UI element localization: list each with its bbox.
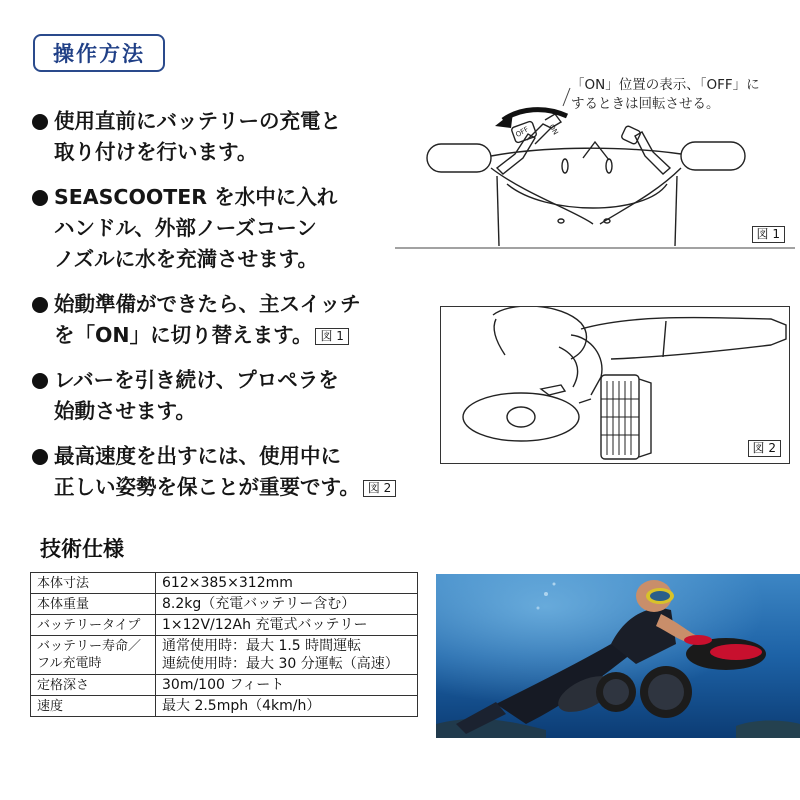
figure-2 (440, 306, 790, 464)
step-text: レバーを引き続け、プロペラを (54, 368, 339, 392)
spec-key-text: 速度 (37, 698, 64, 714)
spec-key (31, 696, 156, 717)
step-text: SEASCOOTER を水中に入れ (54, 185, 338, 209)
spec-key-text: 本体重量 (37, 596, 90, 612)
step-item (32, 182, 412, 275)
step-text: 取り付けを行います。 (54, 140, 258, 164)
step-text: 最高速度を出すには、使用中に (54, 444, 341, 468)
step-text: 始動させます。 (54, 399, 196, 423)
step-text: 正しい姿勢を保ことが重要です。 (54, 475, 360, 499)
table-row (31, 636, 418, 675)
figure-1 (395, 76, 795, 256)
operation-steps (32, 106, 412, 517)
table-row (31, 696, 418, 717)
step-text: 使用直前にバッテリーの充電と (54, 109, 341, 133)
spec-key-text: バッテリー寿命／ (37, 639, 142, 654)
step-item (32, 441, 412, 503)
table-row (31, 594, 418, 615)
off-mark: OFF (514, 125, 531, 139)
spec-value-text: 最大 2.5mph（4km/h） (162, 698, 321, 714)
figure-reference: 図 2 (363, 480, 396, 497)
note-line: 「ON」位置の表示、「OFF」に (571, 77, 760, 93)
section-title: 操作方法 (53, 42, 145, 66)
spec-value-text: 連続使用時：最大 30 分運転（高速） (162, 656, 399, 672)
spec-key (31, 594, 156, 615)
spec-table (30, 572, 418, 717)
figure-1-label: 図 1 (752, 226, 785, 243)
step-line (54, 472, 412, 503)
diver-photo (436, 574, 800, 738)
spec-value (156, 696, 418, 717)
spec-value (156, 615, 418, 636)
spec-key (31, 615, 156, 636)
table-row (31, 573, 418, 594)
spec-key-text: 定格深さ (37, 677, 90, 693)
step-item (32, 289, 412, 351)
bullet-icon (32, 373, 48, 389)
spec-value-text: 8.2kg（充電バッテリー含む） (162, 596, 356, 612)
spec-key (31, 675, 156, 696)
spec-title: 技術仕様 (40, 537, 124, 561)
spec-value (156, 573, 418, 594)
spec-value (156, 594, 418, 615)
switch-illustration (395, 76, 795, 256)
bullet-icon (32, 297, 48, 313)
on-mark: ON (547, 123, 560, 137)
spec-key (31, 636, 156, 675)
section-title-box (33, 34, 165, 72)
bullet-icon (32, 449, 48, 465)
figure-2-label: 図 2 (748, 440, 781, 457)
step-item (32, 365, 412, 427)
table-row (31, 615, 418, 636)
step-line (54, 320, 412, 351)
spec-value (156, 675, 418, 696)
diver-illustration (441, 307, 790, 464)
spec-key (31, 573, 156, 594)
spec-value-text: 612×385×312mm (162, 575, 293, 591)
step-text: を「ON」に切り替えます。 (54, 323, 313, 347)
step-text: ハンドル、外部ノーズコーン (54, 216, 317, 240)
spec-key-text: 本体寸法 (37, 575, 90, 591)
underwater-diver-image (436, 574, 800, 738)
spec-value-text: 通常使用時：最大 1.5 時間運転 (162, 638, 362, 654)
note-line: するときは回転させる。 (571, 96, 720, 112)
step-item (32, 106, 412, 168)
figure-reference: 図 1 (315, 328, 348, 345)
spec-key-text: バッテリータイプ (37, 617, 141, 633)
spec-value-text: 30m/100 フィート (162, 677, 285, 693)
bullet-icon (32, 190, 48, 206)
step-text: ノズルに水を充満させます。 (54, 247, 319, 271)
step-text: 始動準備ができたら、主スイッチ (54, 292, 361, 316)
spec-value-text: 1×12V/12Ah 充電式バッテリー (162, 617, 368, 633)
spec-key-text: フル充電時 (37, 656, 102, 671)
table-row (31, 675, 418, 696)
spec-value (156, 636, 418, 675)
bullet-icon (32, 114, 48, 130)
